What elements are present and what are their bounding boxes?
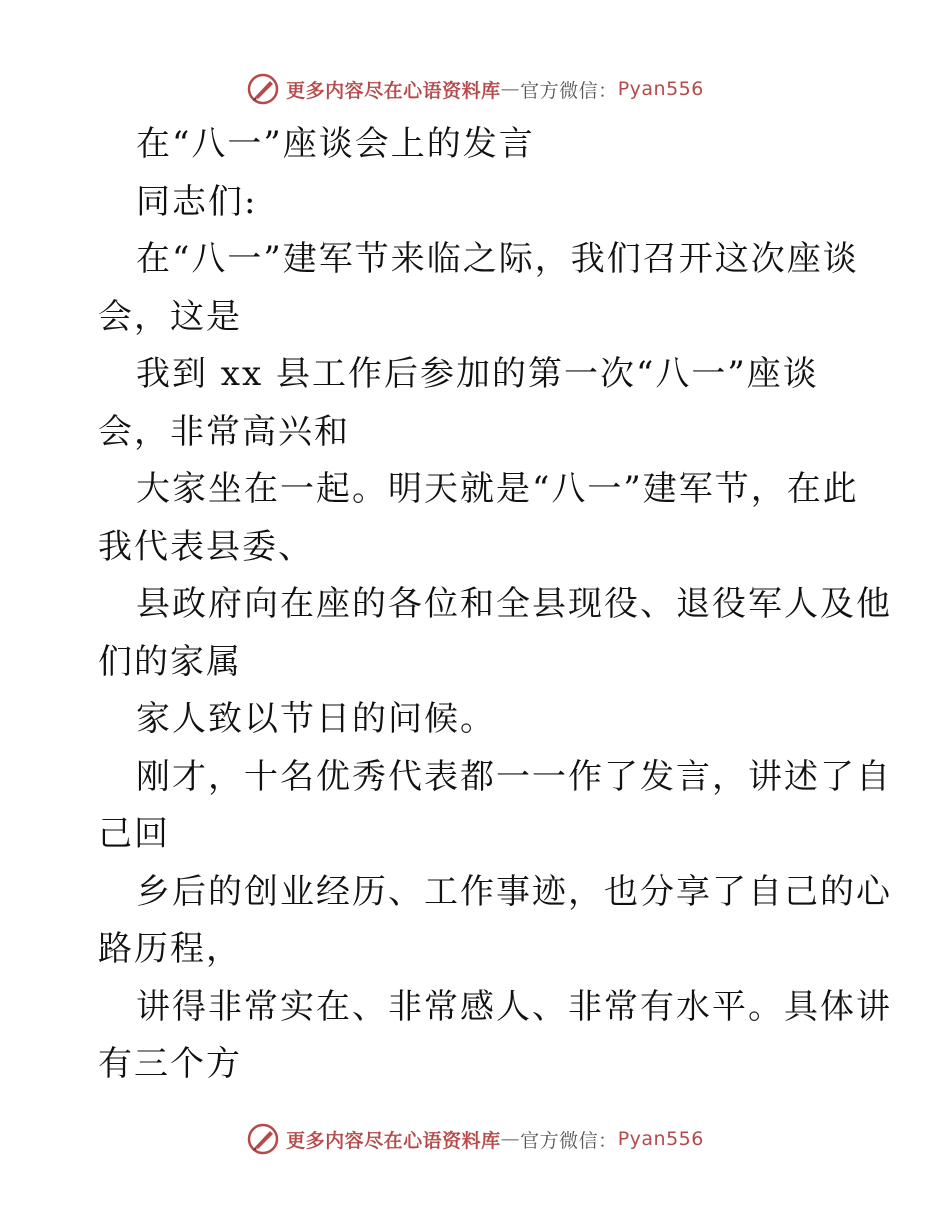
body-line: 我到 xx 县工作后参加的第一次“八一”座谈 bbox=[136, 354, 819, 394]
body-line: 刚才，十名优秀代表都一一作了发言，讲述了自 bbox=[136, 756, 892, 797]
banner-wechat-label: 官方微信： bbox=[520, 1129, 618, 1152]
body-line: 我代表县委、 bbox=[98, 526, 314, 567]
salutation: 同志们: bbox=[136, 181, 258, 222]
body-line: 路历程， bbox=[98, 929, 242, 969]
banner-dash: — bbox=[500, 78, 521, 100]
banner-wechat-id: Pyan556 bbox=[617, 78, 704, 100]
document-body bbox=[98, 116, 892, 1094]
body-line: 讲得非常实在、非常感人、非常有水平。具体讲 bbox=[136, 986, 892, 1027]
body-line: 乡后的创业经历、工作事迹，也分享了自己的心 bbox=[136, 871, 892, 912]
body-line: 们的家属 bbox=[98, 641, 242, 682]
header-banner bbox=[0, 72, 950, 106]
body-line: 大家坐在一起。明天就是“八一”建军节，在此 bbox=[136, 469, 859, 509]
document-title: 在“八一”座谈会上的发言 bbox=[136, 124, 535, 164]
banner-dash: — bbox=[500, 1128, 521, 1150]
body-line: 己回 bbox=[98, 814, 170, 854]
quill-pen-icon bbox=[246, 72, 280, 106]
banner-title: 更多内容尽在心语资料库 bbox=[286, 1129, 501, 1152]
body-line: 在“八一”建军节来临之际，我们召开这次座谈 bbox=[136, 239, 859, 279]
body-line: 家人致以节日的问候。 bbox=[136, 699, 496, 739]
footer-banner bbox=[0, 1122, 950, 1156]
banner-wechat-label: 官方微信： bbox=[520, 79, 618, 102]
banner-wechat-id: Pyan556 bbox=[617, 1128, 704, 1150]
body-line: 有三个方 bbox=[98, 1044, 242, 1084]
banner-title: 更多内容尽在心语资料库 bbox=[286, 79, 501, 102]
body-line: 会，非常高兴和 bbox=[98, 411, 350, 452]
quill-pen-icon bbox=[246, 1122, 280, 1156]
body-line: 县政府向在座的各位和全县现役、退役军人及他 bbox=[136, 584, 892, 624]
body-line: 会，这是 bbox=[98, 296, 242, 337]
